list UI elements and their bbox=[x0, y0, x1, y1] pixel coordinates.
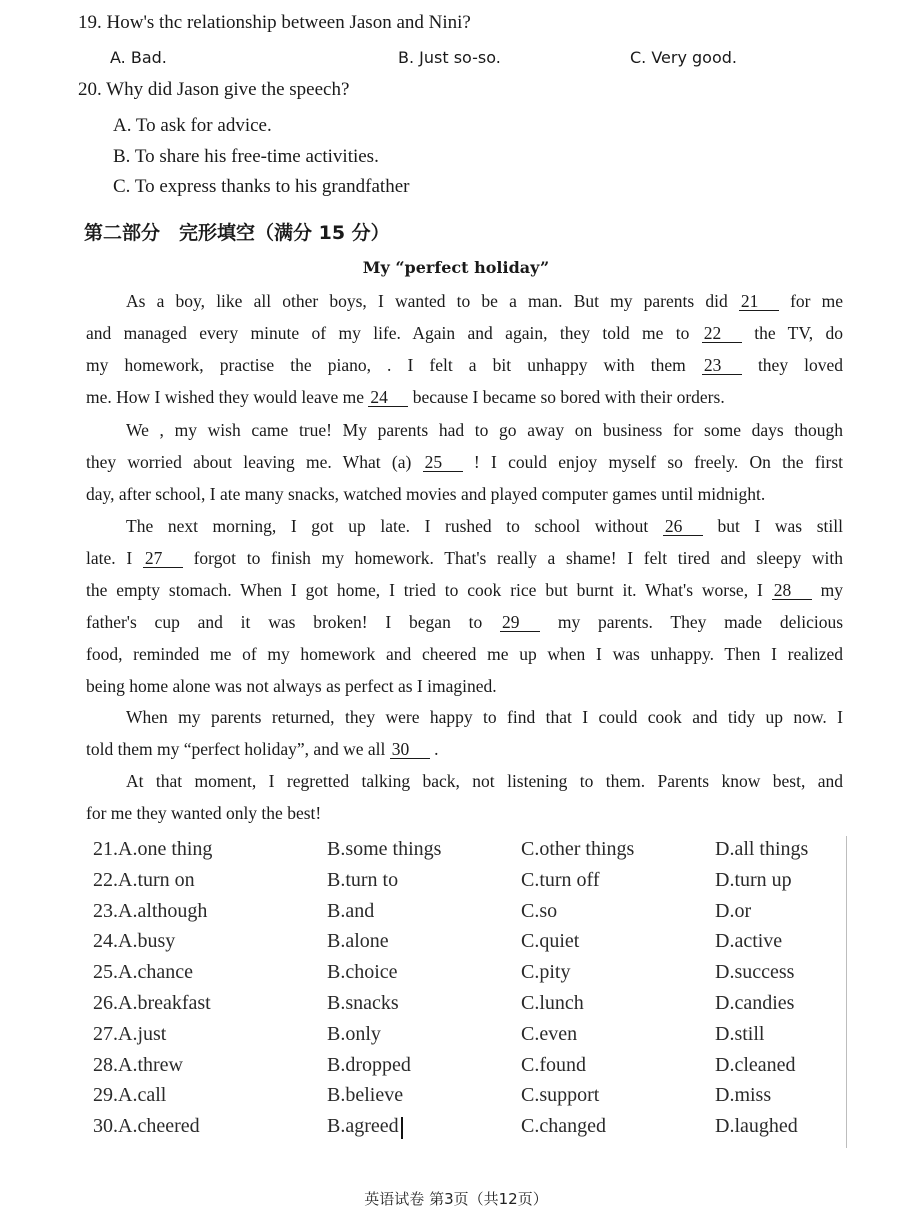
choice-28-c: C.found bbox=[521, 1053, 586, 1076]
choice-24-a: 24.A.busy bbox=[93, 930, 176, 953]
q20-option-c: C. To express thanks to his grandfather bbox=[113, 176, 410, 197]
passage-text: the empty stomach. When I got home, I tried to cook rice but burnt it. What's worse, I bbox=[86, 580, 763, 600]
choice-23-d: D.or bbox=[715, 899, 752, 922]
choice-26-d: D.candies bbox=[715, 991, 795, 1014]
choice-25-d: D.success bbox=[715, 961, 795, 984]
blank-26: 26 bbox=[663, 517, 703, 536]
passage-text: At that moment, I regretted talking back, not listening to them. Parents know best, and bbox=[126, 771, 843, 791]
choice-28-d: D.cleaned bbox=[715, 1053, 796, 1076]
passage-text: As a boy, like all other boys, I wanted to be a man. But my parents did bbox=[126, 291, 728, 311]
passage-text: ! I could enjoy myself so freely. On the first bbox=[473, 452, 844, 472]
choice-24-d: D.active bbox=[715, 930, 783, 953]
passage-line bbox=[86, 674, 843, 698]
passage-line bbox=[86, 578, 843, 602]
choice-24-c: C.quiet bbox=[521, 930, 580, 953]
choice-22-b: B.turn to bbox=[327, 868, 399, 891]
choice-22-a: 22.A.turn on bbox=[93, 868, 195, 891]
passage-text: but I was still bbox=[717, 516, 843, 536]
choice-25-c: C.pity bbox=[521, 961, 571, 984]
passage-text: day, after school, I ate many snacks, watched movies and played computer games until midnight. bbox=[86, 484, 766, 504]
passage-text: and managed every minute of my life. Again and again, they told me to bbox=[86, 323, 690, 343]
choice-25-b: B.choice bbox=[327, 961, 398, 984]
page-footer: 英语试卷 第3页（共12页） bbox=[364, 1190, 548, 1208]
passage-text: food, reminded me of my homework and cheered me up when I was unhappy. Then I realized bbox=[86, 644, 843, 664]
choice-23-a: 23.A.although bbox=[93, 899, 208, 922]
passage-text: for me they wanted only the best! bbox=[86, 803, 322, 823]
blank-21: 21 bbox=[739, 292, 779, 311]
passage-text: told them my “perfect holiday”, and we all bbox=[86, 739, 386, 759]
choice-21-a: 21.A.one thing bbox=[93, 838, 213, 860]
passage-text: father's cup and it was broken! I began to bbox=[86, 612, 483, 632]
q19-option-a: A. Bad. bbox=[110, 48, 167, 67]
blank-30: 30 bbox=[390, 740, 430, 759]
choice-26-c: C.lunch bbox=[521, 991, 584, 1014]
passage-line bbox=[86, 353, 843, 377]
passage-text: they loved bbox=[757, 355, 844, 375]
choice-26-a: 26.A.breakfast bbox=[93, 991, 211, 1014]
choice-23-c: C.so bbox=[521, 899, 558, 922]
choice-24-b: B.alone bbox=[327, 930, 389, 953]
passage-text: being home alone was not always as perfect as I imagined. bbox=[86, 676, 497, 696]
passage-text: When my parents returned, they were happy to find that I could cook and tidy up now. I bbox=[126, 707, 843, 727]
choice-28-a: 28.A.threw bbox=[93, 1053, 183, 1076]
passage-text: for me bbox=[790, 291, 844, 311]
choice-30-a: 30.A.cheered bbox=[93, 1115, 200, 1138]
blank-27: 27 bbox=[143, 549, 183, 568]
choice-27-c: C.even bbox=[521, 1022, 578, 1045]
choice-21-b: B.some things bbox=[327, 838, 442, 860]
choice-30-b: B.agreed bbox=[327, 1115, 399, 1138]
passage-line bbox=[86, 450, 843, 474]
blank-24: 24 bbox=[368, 388, 408, 407]
passage-text: they worried about leaving me. What (a) bbox=[86, 452, 412, 472]
passage-line bbox=[86, 385, 843, 409]
choice-29-d: D.miss bbox=[715, 1084, 772, 1107]
passage-line bbox=[126, 705, 843, 729]
blank-28: 28 bbox=[772, 581, 812, 600]
divider-line bbox=[846, 836, 847, 1148]
q20-option-a: A. To ask for advice. bbox=[113, 115, 272, 136]
passage-line bbox=[86, 801, 843, 825]
passage-line bbox=[86, 321, 843, 345]
passage-title: My “perfect holiday” bbox=[362, 258, 550, 277]
passage-text: my parents. They made delicious bbox=[557, 612, 844, 632]
passage-text: forgot to finish my homework. That's really a shame! I felt tired and sleepy with bbox=[193, 548, 844, 568]
section-heading: 第二部分 完形填空（满分 15 分） bbox=[84, 222, 390, 244]
passage-text: because I became so bored with their orders. bbox=[412, 387, 725, 407]
question-19: 19. How's thc relationship between Jason and Nini? bbox=[78, 12, 471, 33]
passage-line bbox=[126, 418, 843, 442]
passage-text: The next morning, I got up late. I rushed to school without bbox=[126, 516, 649, 536]
blank-25: 25 bbox=[423, 453, 463, 472]
passage-text: late. I bbox=[86, 548, 133, 568]
choice-30-d: D.laughed bbox=[715, 1115, 798, 1138]
passage-line bbox=[126, 289, 843, 313]
choice-21-d: D.all things bbox=[715, 838, 809, 860]
blank-22: 22 bbox=[702, 324, 742, 343]
passage-text: my bbox=[820, 580, 843, 600]
passage-line bbox=[86, 610, 843, 634]
choice-22-c: C.turn off bbox=[521, 868, 600, 891]
text-cursor bbox=[401, 1117, 403, 1139]
choice-29-b: B.believe bbox=[327, 1084, 404, 1107]
blank-29: 29 bbox=[500, 613, 540, 632]
q19-option-b: B. Just so-so. bbox=[398, 48, 501, 67]
passage-text: the TV, do bbox=[754, 323, 844, 343]
choice-28-b: B.dropped bbox=[327, 1053, 411, 1076]
choice-25-a: 25.A.chance bbox=[93, 961, 193, 984]
choice-27-b: B.only bbox=[327, 1022, 381, 1045]
passage-text: . bbox=[434, 739, 439, 759]
choice-27-d: D.still bbox=[715, 1022, 765, 1045]
choice-22-d: D.turn up bbox=[715, 868, 792, 891]
passage-text: me. How I wished they would leave me bbox=[86, 387, 364, 407]
choice-27-a: 27.A.just bbox=[93, 1022, 167, 1045]
choice-23-b: B.and bbox=[327, 899, 375, 922]
passage-text: We , my wish came true! My parents had to go away on business for some days though bbox=[126, 420, 843, 440]
q19-option-c: C. Very good. bbox=[630, 48, 737, 67]
choice-29-c: C.support bbox=[521, 1084, 600, 1107]
choice-29-a: 29.A.call bbox=[93, 1084, 167, 1107]
blank-23: 23 bbox=[702, 356, 742, 375]
passage-line bbox=[86, 546, 843, 570]
passage-line bbox=[86, 482, 843, 506]
passage-line bbox=[86, 737, 843, 761]
question-20: 20. Why did Jason give the speech? bbox=[78, 79, 350, 100]
passage-line bbox=[86, 642, 843, 666]
choice-30-c: C.changed bbox=[521, 1115, 606, 1138]
choice-26-b: B.snacks bbox=[327, 991, 399, 1014]
passage-text: my homework, practise the piano, . I felt a bit unhappy with them bbox=[86, 355, 686, 375]
choice-21-c: C.other things bbox=[521, 838, 635, 860]
passage-line bbox=[126, 769, 843, 793]
passage-line bbox=[126, 514, 843, 538]
q20-option-b: B. To share his free-time activities. bbox=[113, 146, 379, 167]
